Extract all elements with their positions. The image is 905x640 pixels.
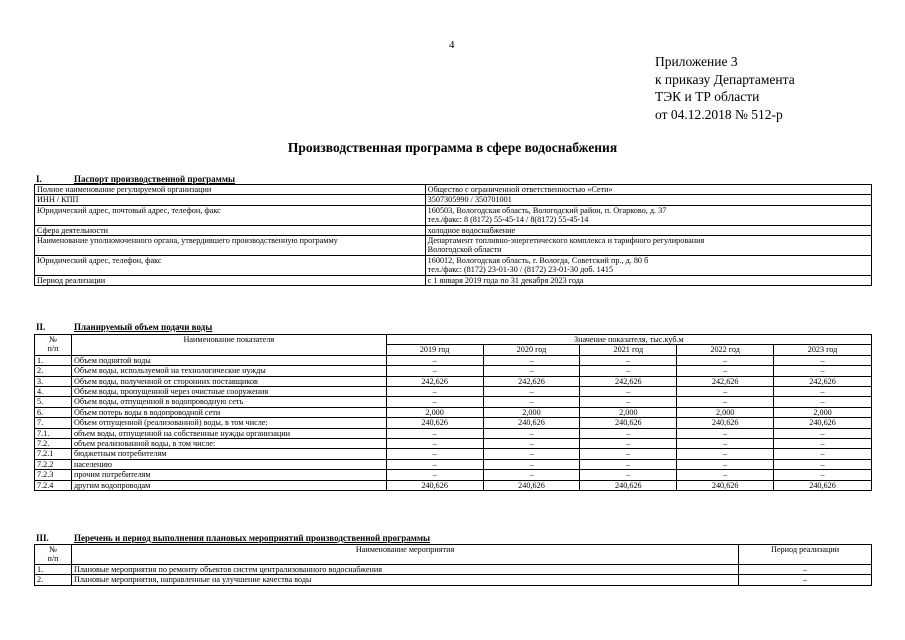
indicator-value: – [677, 459, 774, 469]
indicator-value: – [386, 449, 483, 459]
document-title: Производственная программа в сфере водоснабжения [287, 140, 618, 155]
header-line: № [49, 335, 57, 344]
indicator-name: другим водопроводам [71, 480, 386, 490]
column-header-number [35, 335, 72, 356]
row-number: 1. [35, 355, 72, 365]
indicator-name: Объем воды, пропущенной через очистные сооружения [71, 387, 386, 397]
table-row [35, 275, 872, 285]
indicator-value: 2,000 [483, 407, 580, 417]
indicator-name: прочим потребителям [71, 470, 386, 480]
indicator-value: 242,626 [677, 376, 774, 386]
table-row [35, 480, 872, 490]
column-header-name: Наименование мероприятия [71, 545, 738, 565]
column-header-year: 2020 год [483, 345, 580, 355]
row-number: 5. [35, 397, 72, 407]
indicator-value: 242,626 [386, 376, 483, 386]
measure-name: Плановые мероприятия по ремонту объектов систем централизованного водоснабжения [71, 564, 738, 574]
indicator-value: – [774, 397, 872, 407]
header-line: п/п [47, 344, 59, 354]
table-row [35, 255, 872, 275]
indicator-name: Объем воды, используемой на технологические нужды [71, 366, 386, 376]
cell-line: Департамент топливно-энергетического комплекса и тарифного регулирования [427, 236, 705, 246]
appendix-line: от 04.12.2018 № 512-р [655, 106, 783, 122]
measures-table [34, 544, 872, 586]
section-number: II. [36, 322, 46, 332]
column-header-year: 2021 год [580, 345, 677, 355]
indicator-value: – [677, 355, 774, 365]
indicator-value: – [386, 387, 483, 397]
indicator-value: – [774, 449, 872, 459]
indicator-name: бюджетным потребителям [71, 449, 386, 459]
indicator-value: 240,626 [483, 480, 580, 490]
row-number: 1. [35, 564, 72, 574]
indicator-value: – [677, 439, 774, 449]
table-cell: холодное водоснабжение [425, 225, 871, 235]
indicator-value: – [580, 355, 677, 365]
cell-line: тел./факс: (8172) 23-01-30 / (8172) 23-01-30 доб. 1415 [427, 265, 614, 275]
indicator-value: – [580, 459, 677, 469]
indicator-value: – [774, 428, 872, 438]
section-heading [36, 174, 235, 184]
indicator-value: – [677, 470, 774, 480]
passport-table [34, 184, 872, 286]
table-row [35, 407, 872, 417]
table-row [35, 470, 872, 480]
indicator-value: – [483, 439, 580, 449]
indicator-value: 2,000 [386, 407, 483, 417]
indicator-value: – [774, 387, 872, 397]
table-cell: с 1 января 2019 года по 31 декабря 2023 года [425, 275, 871, 285]
row-number: 7.2. [35, 439, 72, 449]
indicator-value: – [580, 470, 677, 480]
table-cell: Наименование уполномоченного органа, утвердившего производственную программу [35, 236, 426, 256]
measure-name: Плановые мероприятия, направленные на улучшение качества воды [71, 575, 738, 585]
cell-line: Вологодской области [427, 245, 502, 255]
indicator-value: – [386, 355, 483, 365]
indicator-value: – [386, 428, 483, 438]
indicator-value: – [774, 355, 872, 365]
indicator-value: – [483, 355, 580, 365]
indicator-name: объем реализованной воды, в том числе: [71, 439, 386, 449]
indicator-value: – [580, 449, 677, 459]
indicator-name: Объем воды, полученной от сторонних поставщиков [71, 376, 386, 386]
row-number: 4. [35, 387, 72, 397]
indicator-value: – [677, 366, 774, 376]
indicator-value: – [580, 397, 677, 407]
table-row [35, 428, 872, 438]
row-number: 7. [35, 418, 72, 428]
column-header-year: 2022 год [677, 345, 774, 355]
indicator-name: объем воды, отпущенной на собственные нужды организации [71, 428, 386, 438]
section-heading [36, 533, 430, 543]
table-header-row [35, 335, 872, 345]
measure-period: – [739, 575, 872, 585]
column-header-year: 2023 год [774, 345, 872, 355]
row-number: 3. [35, 376, 72, 386]
table-body [35, 355, 872, 490]
table-row [35, 387, 872, 397]
section-number: I. [36, 174, 42, 184]
table-row [35, 439, 872, 449]
indicator-name: Объем потерь воды в водопроводной сети [71, 407, 386, 417]
volume-table [34, 334, 872, 491]
column-header-value: Значение показателя, тыс.куб.м [386, 335, 871, 345]
table-row [35, 195, 872, 205]
indicator-value: – [580, 428, 677, 438]
row-number: 6. [35, 407, 72, 417]
indicator-name: Объем поднятой воды [71, 355, 386, 365]
indicator-value: – [677, 428, 774, 438]
indicator-value: 240,626 [677, 418, 774, 428]
indicator-value: 2,000 [580, 407, 677, 417]
section-number: III. [36, 533, 49, 543]
indicator-value: 2,000 [677, 407, 774, 417]
indicator-name: населению [71, 459, 386, 469]
row-number: 7.2.2 [35, 459, 72, 469]
table-cell [425, 205, 871, 225]
indicator-value: – [677, 397, 774, 407]
measure-period: – [739, 564, 872, 574]
indicator-value: – [386, 439, 483, 449]
indicator-value: – [483, 397, 580, 407]
column-header-name: Наименование показателя [71, 335, 386, 356]
indicator-value: 240,626 [774, 418, 872, 428]
indicator-value: 240,626 [483, 418, 580, 428]
row-number: 7.2.4 [35, 480, 72, 490]
indicator-value: – [677, 449, 774, 459]
table-cell: Период реализации [35, 275, 426, 285]
table-row [35, 366, 872, 376]
header-line: № [49, 545, 57, 554]
table-row [35, 225, 872, 235]
table-row [35, 355, 872, 365]
table-row [35, 205, 872, 225]
table-cell: ИНН / КПП [35, 195, 426, 205]
row-number: 2. [35, 575, 72, 585]
indicator-value: – [580, 366, 677, 376]
indicator-value: 240,626 [386, 480, 483, 490]
indicator-value: – [483, 366, 580, 376]
row-number: 2. [35, 366, 72, 376]
table-row [35, 449, 872, 459]
table-cell: Юридический адрес, почтовый адрес, телефон, факс [35, 205, 426, 225]
indicator-value: 2,000 [774, 407, 872, 417]
appendix-line: к приказу Департамента [655, 71, 795, 87]
cell-line: тел./факс: 8 (8172) 55-45-14 / 8(8172) 55-45-14 [427, 215, 589, 225]
indicator-value: 242,626 [580, 376, 677, 386]
table-row [35, 564, 872, 574]
column-header-year: 2019 год [386, 345, 483, 355]
table-row [35, 236, 872, 256]
indicator-value: – [580, 387, 677, 397]
cell-line: 160012, Вологодская область, г. Вологда, Советский пр., д. 80 б [427, 255, 649, 265]
table-cell: Сфера деятельности [35, 225, 426, 235]
table-row [35, 575, 872, 585]
column-header-number [35, 545, 72, 565]
table-row [35, 397, 872, 407]
table-cell [425, 236, 871, 256]
table-cell: Полное наименование регулируемой организации [35, 185, 426, 195]
table-cell: Юридический адрес, телефон, факс [35, 255, 426, 275]
indicator-value: – [483, 428, 580, 438]
table-cell [425, 255, 871, 275]
row-number: 7.1. [35, 428, 72, 438]
indicator-value: – [580, 439, 677, 449]
indicator-value: 242,626 [483, 376, 580, 386]
table-header-row [35, 545, 872, 565]
row-number: 7.2.1 [35, 449, 72, 459]
indicator-value: 240,626 [580, 480, 677, 490]
column-header-period: Период реализации [739, 545, 872, 565]
cell-line: 160503, Вологодская область, Вологодский район, п. Огарково, д. 37 [427, 205, 667, 215]
indicator-value: – [483, 449, 580, 459]
table-row [35, 459, 872, 469]
table-row [35, 376, 872, 386]
appendix-line: Приложение 3 [655, 54, 738, 69]
indicator-value: – [483, 470, 580, 480]
indicator-name: Объем отпущенной (реализованной) воды, в том числе: [71, 418, 386, 428]
table-cell: 3507305990 / 350701001 [425, 195, 871, 205]
appendix-line: ТЭК и ТР области [655, 89, 760, 104]
indicator-value: – [386, 470, 483, 480]
header-line: п/п [47, 554, 59, 564]
appendix-reference [655, 53, 795, 123]
indicator-value: – [386, 366, 483, 376]
section-heading [36, 322, 212, 332]
indicator-value: – [774, 470, 872, 480]
indicator-name: Объем воды, отпущенной в водопроводную сеть [71, 397, 386, 407]
indicator-value: 240,626 [580, 418, 677, 428]
table-row [35, 185, 872, 195]
page-number: 4 [449, 39, 455, 51]
indicator-value: – [483, 387, 580, 397]
indicator-value: – [774, 366, 872, 376]
section-title: Паспорт производственной программы [74, 174, 235, 184]
indicator-value: – [386, 397, 483, 407]
indicator-value: – [483, 459, 580, 469]
section-title: Планируемый объем подачи воды [74, 322, 213, 332]
indicator-value: 240,626 [386, 418, 483, 428]
indicator-value: – [774, 459, 872, 469]
section-title: Перечень и период выполнения плановых мероприятий производственной программы [74, 533, 431, 543]
table-cell: Общество с ограниченной ответственностью «Сети» [425, 185, 871, 195]
indicator-value: 240,626 [677, 480, 774, 490]
indicator-value: – [386, 459, 483, 469]
indicator-value: – [774, 439, 872, 449]
indicator-value: 242,626 [774, 376, 872, 386]
indicator-value: – [677, 387, 774, 397]
row-number: 7.2.3 [35, 470, 72, 480]
table-row [35, 418, 872, 428]
indicator-value: 240,626 [774, 480, 872, 490]
